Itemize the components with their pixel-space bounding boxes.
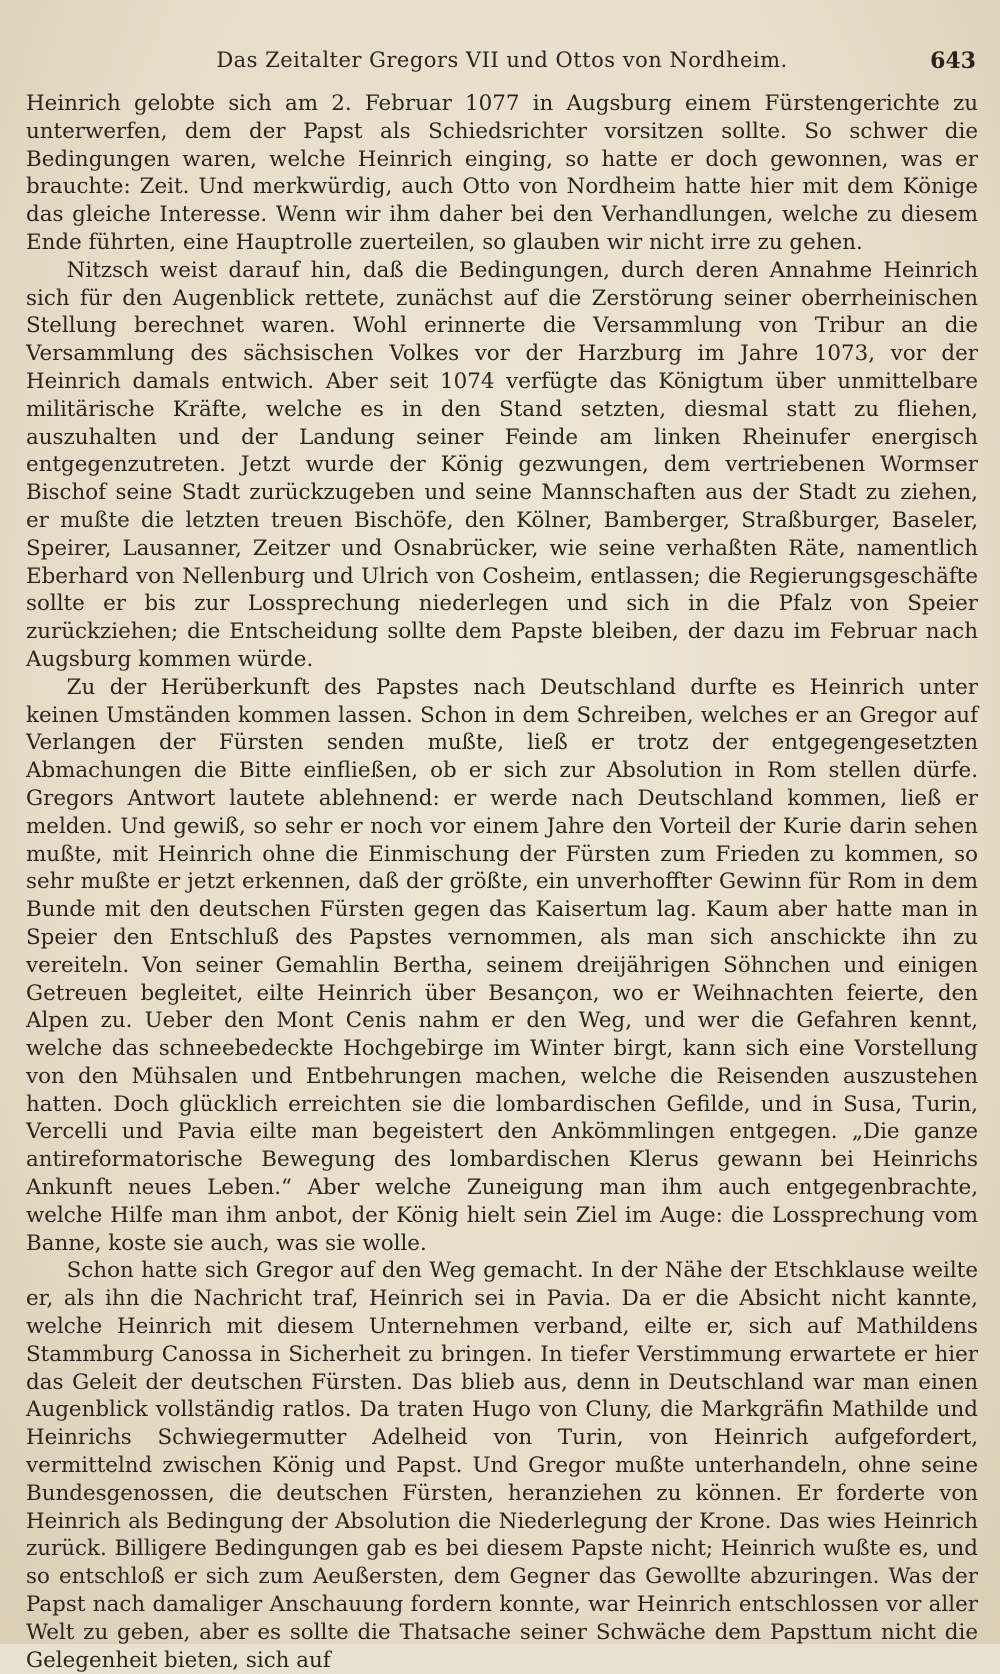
running-header [26, 48, 978, 78]
paragraph-2: Nitzsch weist darauf hin, daß die Bedingungen, durch deren Annahme Heinrich sich für den Augenblick rettete, zunächst auf die Zerstörung seiner oberrheinischen Stellung berechnet waren. Wohl erinnerte die Versammlung von Tribur an die Versammlung des sächsischen Volkes vor der Harzburg im Jahre 1073, vor der Heinrich damals entwich. Aber seit 1074 verfügte das Königtum über unmittelbare militärische Kräfte, welche es in den Stand setzten, diesmal statt zu fliehen, auszuhalten und der Landung seiner Feinde am linken Rheinufer energisch entgegenzutreten. Jetzt wurde der König gezwungen, dem vertriebenen Wormser Bischof seine Stadt zurückzugeben und seine Mannschaften aus der Stadt zu ziehen, er mußte die letzten treuen Bischöfe, den Kölner, Bamberger, Straßburger, Baseler, Speirer, Lausanner, Zeitzer und Osnabrücker, wie seine verhaßten Räte, namentlich Eberhard von Nellenburg und Ulrich von Cosheim, entlassen; die Regierungsgeschäfte sollte er bis zur Lossprechung niederlegen und sich in die Pfalz von Speier zurückziehen; die Entscheidung sollte dem Papste bleiben, der dazu im Februar nach Augsburg kommen würde. [26, 257, 978, 672]
paragraph-1: Heinrich gelobte sich am 2. Februar 1077 in Augsburg einem Fürstengerichte zu unterwerfen, dem der Papst als Schiedsrichter vorsitzen sollte. So schwer die Bedingungen waren, welche Heinrich einging, so hatte er doch gewonnen, was er brauchte: Zeit. Und merkwürdig, auch Otto von Nordheim hatte hier mit dem Könige das gleiche Interesse. Wenn wir ihm daher bei den Verhandlungen, welche zu diesem Ende führten, eine Hauptrolle zuerteilen, so glauben wir nicht irre zu gehen. [26, 91, 978, 255]
paragraph-4: Schon hatte sich Gregor auf den Weg gemacht. In der Nähe der Etschklause weilte er, als ihn die Nachricht traf, Heinrich sei in Pavia. Da er die Absicht nicht kannte, welche Heinrich mit diesem Unternehmen verband, eilte er, sich auf Mathildens Stammburg Canossa in Sicherheit zu bringen. In tiefer Verstimmung erwartete er hier das Geleit der deutschen Fürsten. Das blieb aus, denn in Deutschland war man einen Augenblick vollständig ratlos. Da traten Hugo von Cluny, die Markgräfin Mathilde und Heinrichs Schwiegermutter Adelheid von Turin, von Heinrich aufgefordert, vermittelnd zwischen König und Papst. Und Gregor mußte unterhandeln, ohne seine Bundesgenossen, die deutschen Fürsten, heranziehen zu können. Er forderte von Heinrich als Bedingung der Absolution die Niederlegung der Krone. Das wies Heinrich zurück. Billigere Bedingungen gab es bei diesem Papste nicht; Heinrich wußte es, und so entschloß er sich zum Aeußersten, dem Gegner das Gewollte abzuringen. Was der Papst nach damaliger Anschauung fordern konnte, war Heinrich entschlossen vor aller Welt zu geben, aber es sollte die Thatsache seiner Schwäche dem Papsttum nicht die Gelegenheit bieten, sich auf [26, 1258, 978, 1673]
page-number: 643 [930, 48, 976, 74]
body-text [26, 90, 978, 1674]
paragraph-3: Zu der Herüberkunft des Papstes nach Deutschland durfte es Heinrich unter keinen Umständen kommen lassen. Schon in dem Schreiben, welches er an Gregor auf Verlangen der Fürsten senden mußte, ließ er trotz der entgegengesetzten Abmachungen die Bitte einfließen, ob er sich zur Absolution in Rom stellen dürfe. Gregors Antwort lautete ablehnend: er werde nach Deutschland kommen, ließ er melden. Und gewiß, so sehr er noch vor einem Jahre den Vorteil der Kurie darin sehen mußte, mit Heinrich ohne die Einmischung der Fürsten zum Frieden zu kommen, so sehr mußte er jetzt erkennen, daß der größte, ein unverhoffter Gewinn für Rom in dem Bunde mit den deutschen Fürsten gegen das Kaisertum lag. Kaum aber hatte man in Speier den Entschluß des Papstes vernommen, als man sich anschickte ihn zu vereiteln. Von seiner Gemahlin Bertha, seinem dreijährigen Söhnchen und einigen Getreuen begleitet, eilte Heinrich über Besançon, wo er Weihnachten feierte, den Alpen zu. Ueber den Mont Cenis nahm er den Weg, und wer die Gefahren kennt, welche das schneebedeckte Hochgebirge im Winter birgt, kann sich eine Vorstellung von den Mühsalen und Entbehrungen machen, welche die Reisenden auszustehen hatten. Doch glücklich erreichten sie die lombardischen Gefilde, und in Susa, Turin, Vercelli und Pavia eilte man begeistert den Ankömmlingen entgegen. „Die ganze antireformatorische Bewegung des lombardischen Klerus gewann bei Heinrichs Ankunft neues Leben.“ Aber welche Zuneigung man ihm auch entgegenbrachte, welche Hilfe man ihm anbot, der König hielt sein Ziel im Auge: die Lossprechung vom Banne, koste sie auch, was sie wolle. [26, 674, 978, 1256]
running-title: Das Zeitalter Gregors VII und Ottos von Nordheim. [216, 48, 788, 72]
